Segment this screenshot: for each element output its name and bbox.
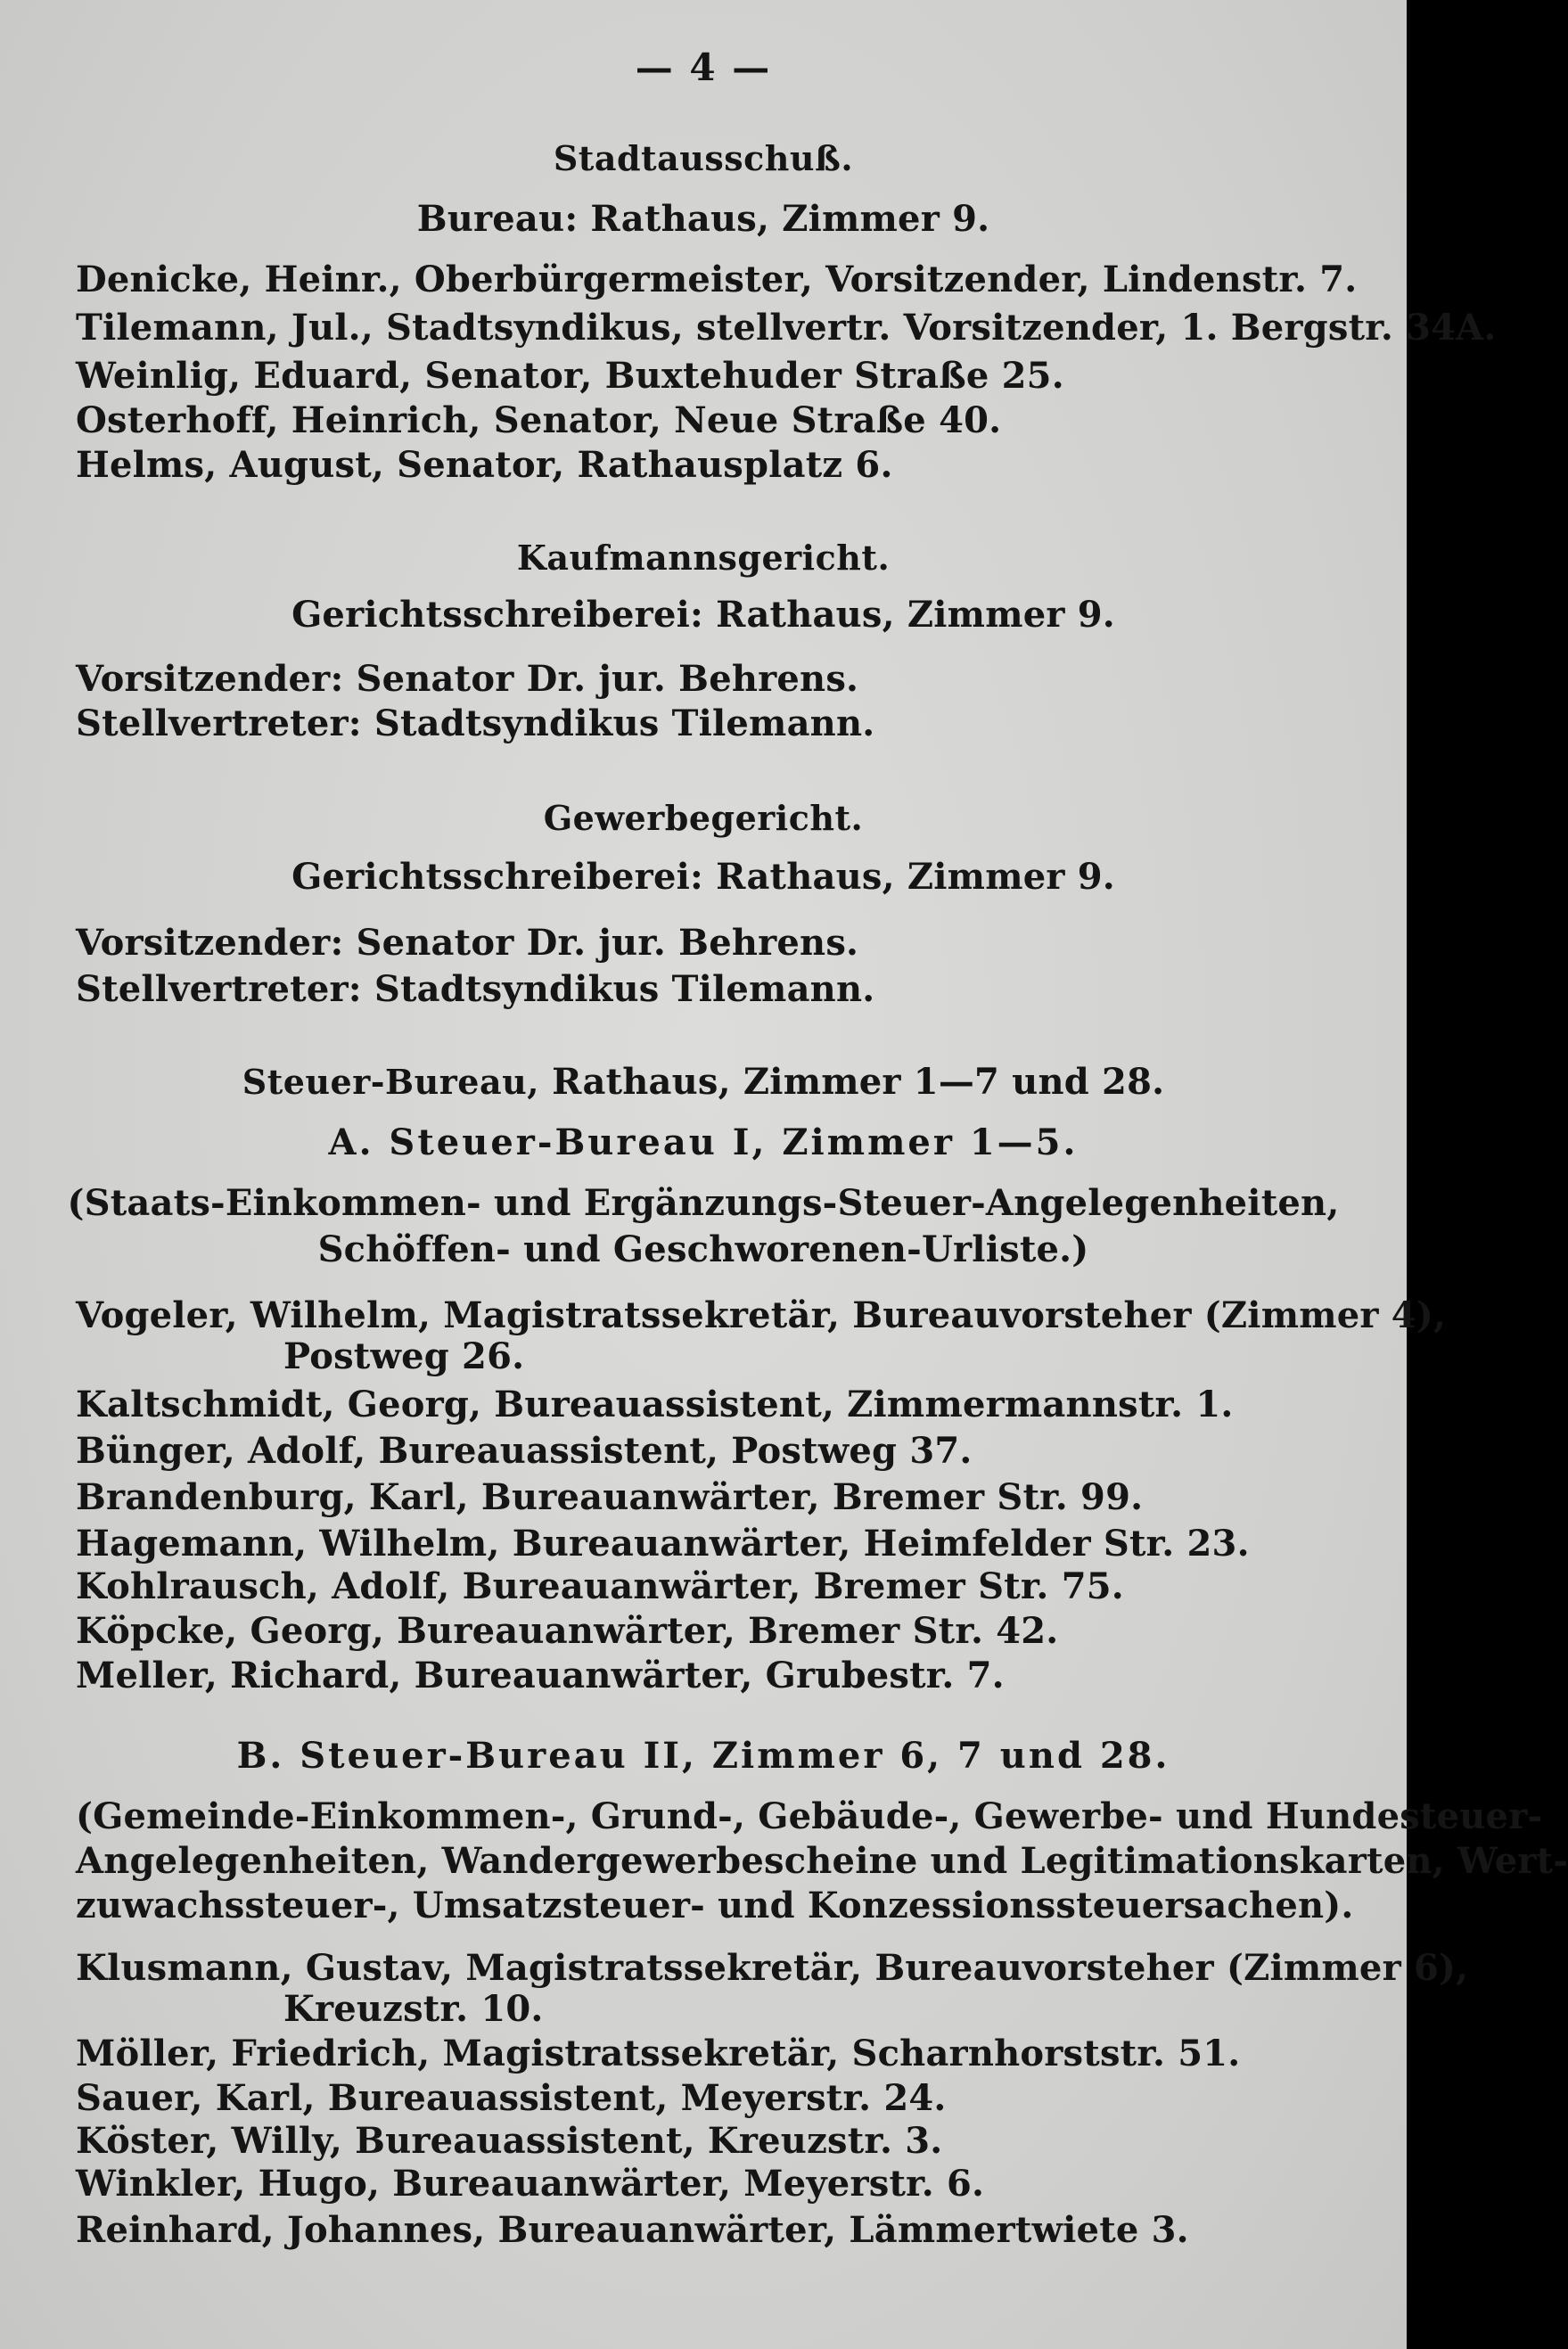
list-item: Kaltschmidt, Georg, Bureauassistent, Zimmermannstr. 1. [76,1384,1234,1425]
list-item: Brandenburg, Karl, Bureauanwärter, Bremer Str. 99. [76,1476,1144,1518]
list-item: Sauer, Karl, Bureauassistent, Meyerstr. 24. [76,2077,947,2119]
bureau-b-note: zuwachssteuer-, Umsatzsteuer- und Konzessionssteuersachen). [76,1885,1354,1926]
list-item: Denicke, Heinr., Oberbürgermeister, Vorsitzender, Lindenstr. 7. [76,259,1358,300]
list-item-continuation: Kreuzstr. 10. [283,1988,544,2030]
list-item: Klusmann, Gustav, Magistratssekretär, Bureauvorsteher (Zimmer 6), [76,1947,1469,1989]
section-location-kaufmannsgericht: Gerichtsschreiberei: Rathaus, Zimmer 9. [291,594,1115,636]
section-location-stadtausschuss: Bureau: Rathaus, Zimmer 9. [416,198,990,240]
list-item: Vogeler, Wilhelm, Magistratssekretär, Bureauvorsteher (Zimmer 4), [76,1294,1447,1336]
list-item: Helms, August, Senator, Rathausplatz 6. [76,444,893,486]
section-title-stadtausschuss: Stadtausschuß. [553,138,854,178]
section-title-steuer-bureau [0,1059,1407,1105]
list-item: Hagemann, Wilhelm, Bureauanwärter, Heimfelder Str. 23. [76,1523,1250,1565]
section-location-gewerbegericht: Gerichtsschreiberei: Rathaus, Zimmer 9. [291,856,1115,898]
section-title-kaufmannsgericht: Kaufmannsgericht. [516,538,891,578]
bureau-a-note: Schöffen- und Geschworenen-Urliste.) [317,1228,1089,1270]
list-item: Osterhoff, Heinrich, Senator, Neue Straße 40. [76,399,1002,441]
bureau-b-note: Angelegenheiten, Wandergewerbescheine und Legitimationskarten, Wert- [76,1840,1568,1882]
steuer-bureau-title: Steuer-Bureau, [242,1062,539,1102]
page-number: — 4 — [635,45,772,89]
list-item: Stellvertreter: Stadtsyndikus Tilemann. [76,702,875,744]
list-item: Vorsitzender: Senator Dr. jur. Behrens. [76,658,859,700]
list-item: Köster, Willy, Bureauassistent, Kreuzstr. 3. [76,2120,943,2162]
list-item: Bünger, Adolf, Bureauassistent, Postweg 37. [76,1430,973,1472]
list-item: Winkler, Hugo, Bureauanwärter, Meyerstr. 6. [76,2163,985,2205]
list-item: Meller, Richard, Bureauanwärter, Grubestr. 7. [76,1655,1005,1696]
bureau-b-title: B. Steuer-Bureau II, Zimmer 6, 7 und 28. [236,1735,1170,1777]
bureau-a-title: A. Steuer-Bureau I, Zimmer 1—5. [328,1121,1079,1163]
list-item: Köpcke, Georg, Bureauanwärter, Bremer Str. 42. [76,1610,1059,1652]
list-item: Reinhard, Johannes, Bureauanwärter, Lämmertwiete 3. [76,2209,1189,2251]
bureau-b-note: (Gemeinde-Einkommen-, Grund-, Gebäude-, Gewerbe- und Hundesteuer- [76,1795,1543,1837]
bureau-a-note: (Staats-Einkommen- und Ergänzungs-Steuer-Angelegenheiten, [67,1182,1340,1224]
list-item: Kohlrausch, Adolf, Bureauanwärter, Bremer Str. 75. [76,1565,1124,1607]
list-item: Tilemann, Jul., Stadtsyndikus, stellvertr. Vorsitzender, 1. Bergstr. 34A. [76,307,1497,349]
list-item: Vorsitzender: Senator Dr. jur. Behrens. [76,922,859,964]
list-item-continuation: Postweg 26. [283,1335,525,1377]
list-item: Weinlig, Eduard, Senator, Buxtehuder Straße 25. [76,355,1064,397]
list-item: Möller, Friedrich, Magistratssekretär, Scharnhorststr. 51. [76,2033,1241,2074]
steuer-bureau-location: Rathaus, Zimmer 1—7 und 28. [552,1061,1165,1103]
list-item: Stellvertreter: Stadtsyndikus Tilemann. [76,968,875,1010]
section-title-gewerbegericht: Gewerbegericht. [543,798,864,838]
